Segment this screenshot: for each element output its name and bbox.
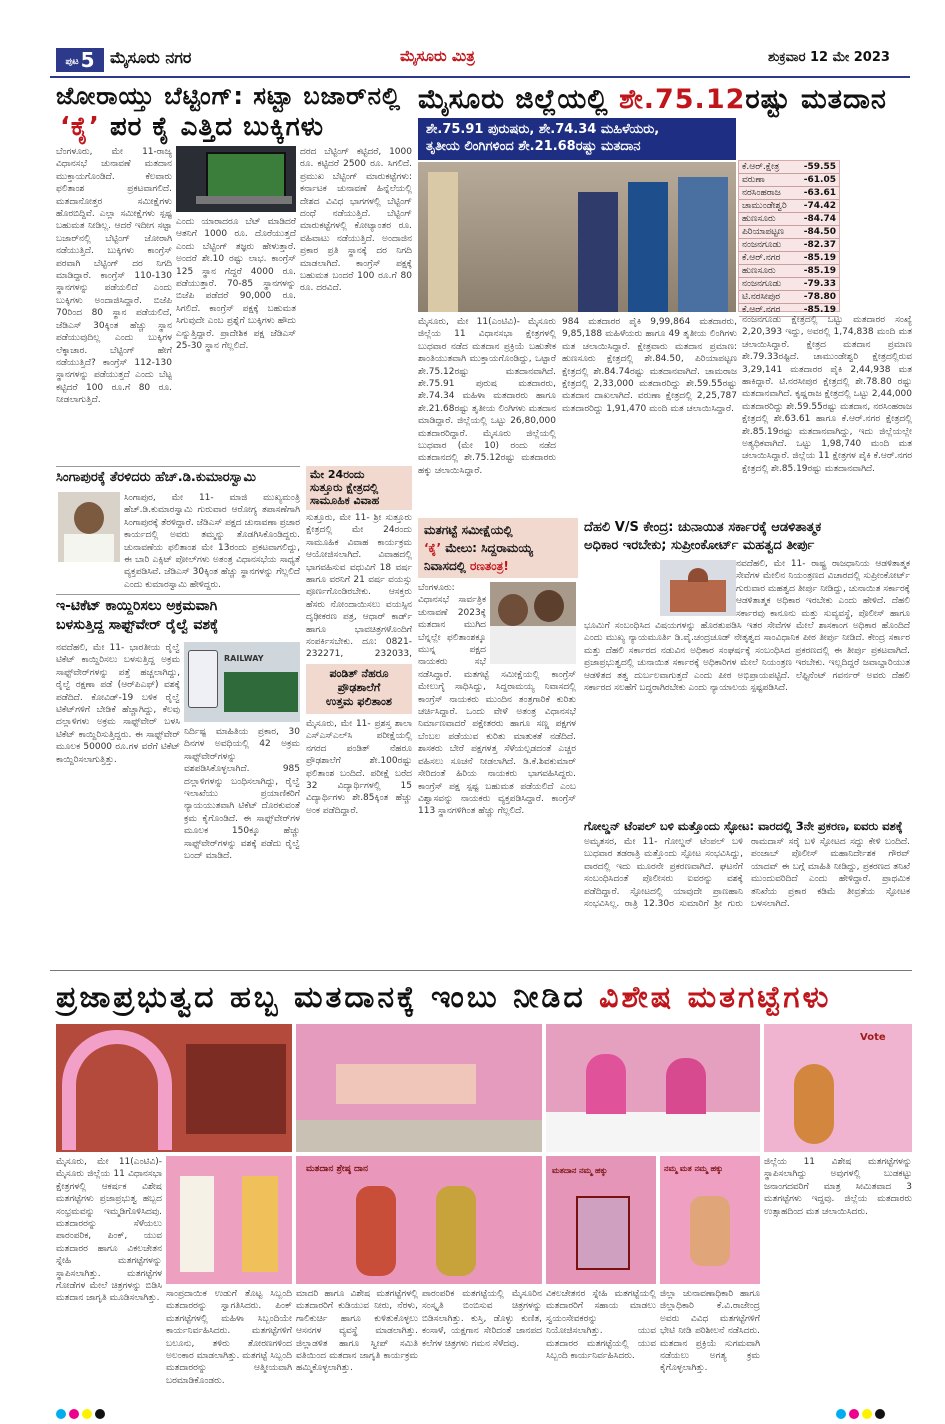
booths-body-col4: ಪಾರಂಪರಿಕ ಮತಗಟ್ಟೆಯಲ್ಲಿ ಮೈಸೂರಿನ ಸಂಸ್ಕೃತಿ ಬಿಂಬಿಸುವ ಚಿತ್ರಗಳನ್ನು ಬಿಡಿಸಲಾಗಿತ್ತು. ಕುಸ್ತಿ, ಡೊಳ್ಳು ಕುಣಿತ, ಕಂಸಾಳೆ, ಯಕ್ಷಗಾನ ಸೇರಿದಂತೆ ಜಾನಪದ ಕಲೆಗಳ ಚಿತ್ರಗಳು ಗಮನ ಸೆಳೆದವು.	[422, 1289, 542, 1349]
man-figure	[180, 1176, 214, 1272]
result-constituency: ಕೆ.ಆರ್.ನಗರ	[739, 304, 796, 317]
result-constituency: ನಂಜನಗೂಡು	[739, 239, 796, 252]
sc-headline-line2: ಅಧಿಕಾರ ಇರಬೇಕು; ಸುಪ್ರೀಂಕೋರ್ಟ್ ಮಹತ್ವದ ತೀರ್ಪು	[584, 538, 815, 553]
betting-body-col3: ಎಂದು ಯಾರಾದರೂ ಬೆಟ್ ಮಾಡಿದರೆ ಆತನಿಗೆ 1000 ರೂ. ದೊರೆಯುತ್ತದೆ ಎಂದು ಬೆಟ್ಟಿಂಗ್ ತಜ್ಞರು ಹೇಳುತ್ತಾರೆ. ಅಂದರೆ ಶೇ.10 ರಷ್ಟು ಲಾಭ. ಕಾಂಗ್ರೆಸ್ 125 ಸ್ಥಾನ ಗೆದ್ದರೆ 4000 ರೂ. ಪಡೆಯುತ್ತಾರೆ. 70-85 ಸ್ಥಾನಗಳನ್ನು ಬಿಜೆಪಿ ಪಡೆದರೆ 90,000 ರೂ. ಸಿಗಲಿದೆ. ಕಾಂಗ್ರೆಸ್ ಪಕ್ಷಕ್ಕೆ ಬಹುಮತ ಸಿಗುವುದೇ ಎಂಬ ಪ್ರಶ್ನೆಗೆ ಬುಕ್ಕಿಗಳು ಹೌದು ಎನ್ನುತ್ತಿದ್ದಾರೆ. ಪ್ರಾದೇಶಿಕ ಪಕ್ಷ ಜೆಡಿಎಸ್ 25-30 ಸ್ಥಾನ ಗೆಲ್ಲಲಿದೆ.	[176, 217, 296, 352]
voter-figure-1	[578, 192, 618, 312]
result-constituency: ಹುಣಸೂರು	[739, 265, 796, 278]
mural-sign: ಮತದಾನ ಶ್ರೇಷ್ಠ ದಾನ	[306, 1164, 368, 1174]
voters-queue-photo	[418, 162, 736, 312]
turnout-headline-post: ರಷ್ಟು ಮತದಾನ	[745, 84, 887, 115]
woman-figure	[242, 1176, 278, 1272]
wedding-headline-line3: ಸಾಮೂಹಿಕ ವಿವಾಹ	[310, 494, 380, 507]
turnout-subhead-line2: ತೃತೀಯ ಲಿಂಗಿಗಳಿಂದ ಶೇ.21.68ರಷ್ಟು ಮತದಾನ	[426, 139, 641, 154]
drummer-figure	[356, 1186, 396, 1276]
vote-mural-photo	[764, 1024, 912, 1152]
wrestler-figure	[794, 1064, 834, 1144]
folk-dance-mural-photo	[296, 1156, 542, 1284]
wedding-headline-box	[306, 466, 412, 510]
result-value: -74.42	[796, 200, 839, 213]
page-number-badge	[56, 48, 104, 72]
floor-shape	[296, 1120, 542, 1152]
hdk-headline: ಸಿಂಗಾಪುರಕ್ಕೆ ತೆರಳಿದರು ಹೆಚ್.ಡಿ.ಕುಮಾರಸ್ವಾಮಿ	[56, 470, 256, 485]
eticket-body-left: ನವದೆಹಲಿ, ಮೇ 11- ಭಾರತೀಯ ರೈಲ್ವೆ ಟಿಕೆಟ್ ಕಾಯ್ದಿರಿಸಲು ಬಳಸುತ್ತಿದ್ದ ಅಕ್ರಮ ಸಾಫ್ಟ್‌ವೇರ್‌ಗಳನ್ನು ಪತ್ತೆ ಹಚ್ಚಲಾಗಿದ್ದು, ರೈಲ್ವೆ ರಕ್ಷಣಾ ಪಡೆ (ಆರ್‌ಪಿಎಫ್) ವಶಕ್ಕೆ ಪಡೆದಿದೆ. ಕೋವಿಡ್-19 ಬಳಿಕ ರೈಲ್ವೆ ಟಿಕೆಟ್‌ಗಳಿಗೆ ಬೇಡಿಕೆ ಹೆಚ್ಚಾಗಿದ್ದು, ಕೆಲವು ದಲ್ಲಾಳಿಗಳು ಅಕ್ರಮ ಸಾಫ್ಟ್‌ವೇರ್ ಬಳಸಿ ಟಿಕೆಟ್ ಕಾಯ್ದಿರಿಸುತ್ತಿದ್ದರು. ಈ ಸಾಫ್ಟ್‌ವೇರ್ ಮೂಲಕ 50000 ರೂ.ಗಳ ವರೆಗೆ ಟಿಕೆಟ್ ಕಾಯ್ದಿರಿಸಲಾಗುತ್ತಿತ್ತು.	[56, 643, 180, 765]
turnout-body-mid: 984 ಮತದಾರರ ಪೈಕಿ 9,99,864 ಮತದಾರರು, 9,85,188 ಮಹಿಳೆಯರು ಹಾಗೂ 49 ತೃತೀಯ ಲಿಂಗಿಗಳು ಮತ ಚಲಾಯಿಸಿದ್ದಾರೆ. ಕ್ಷೇತ್ರವಾರು ಮತದಾನ ಪ್ರಮಾಣ: ಹುಣಸೂರು ಕ್ಷೇತ್ರದಲ್ಲಿ ಶೇ.84.50, ಪಿರಿಯಾಪಟ್ಟಣ ಕ್ಷೇತ್ರದಲ್ಲಿ ಶೇ.84.74ರಷ್ಟು ಮತದಾನವಾಗಿದೆ. ಚಾಮರಾಜ ಕ್ಷೇತ್ರದಲ್ಲಿ 2,33,000 ಮತದಾರರಿದ್ದು ಶೇ.59.55ರಷ್ಟು ಮತದಾನ ದಾಖಲಾಗಿದೆ. ವರುಣಾ ಕ್ಷೇತ್ರದಲ್ಲಿ 2,25,787 ಮತದಾರರಿದ್ದು 1,91,470 ಮಂದಿ ಮತ ಚಲಾಯಿಸಿದ್ದಾರೆ.	[562, 317, 737, 414]
page-number: 5	[80, 48, 95, 72]
nehru-headline-line1: ಪಂಡಿತ್ ನೆಹರೂ	[329, 667, 389, 680]
result-value: -85.19	[796, 252, 839, 265]
turnout-headline-value: ಶೇ.75.12	[619, 84, 746, 115]
result-value: -59.55	[796, 161, 839, 174]
result-value: -63.61	[796, 187, 839, 200]
mural-shape	[336, 1064, 476, 1104]
sc-body-text: ನವದೆಹಲಿ, ಮೇ 11- ರಾಷ್ಟ್ರ ರಾಜಧಾನಿಯ ಆಡಳಿತಾತ್ಮಕ ಸೇವೆಗಳ ಮೇಲಿನ ನಿಯಂತ್ರಣದ ವಿಚಾರದಲ್ಲಿ ಸುಪ್ರೀಂಕೋರ್ಟ್ ಗುರುವಾರ ಮಹತ್ವದ ತೀರ್ಪು ನೀಡಿದ್ದು, ಚುನಾಯಿತ ಸರ್ಕಾರಕ್ಕೆ ಆಡಳಿತಾತ್ಮಕ ಅಧಿಕಾರ ಇರಬೇಕು ಎಂದು ಹೇಳಿದೆ. ದೆಹಲಿ ಸರ್ಕಾರವು ಕಾನೂನು ಮತ್ತು ಸುವ್ಯವಸ್ಥೆ, ಪೊಲೀಸ್ ಹಾಗೂ ಭೂಮಿಗೆ ಸಂಬಂಧಿಸಿದ ವಿಷಯಗಳನ್ನು ಹೊರತುಪಡಿಸಿ ಇತರ ಸೇವೆಗಳ ಮೇಲೆ ಶಾಸಕಾಂಗ ಅಧಿಕಾರ ಹೊಂದಿದೆ ಎಂದು ಮುಖ್ಯ ನ್ಯಾಯಮೂರ್ತಿ ಡಿ.ವೈ.ಚಂದ್ರಚೂಡ್ ನೇತೃತ್ವದ ಸಾಂವಿಧಾನಿಕ ಪೀಠ ತೀರ್ಪು ನೀಡಿದೆ. ಕೇಂದ್ರ ಸರ್ಕಾರ ಮತ್ತು ದೆಹಲಿ ಸರ್ಕಾರದ ನಡುವಿನ ಅಧಿಕಾರ ಸಂಘರ್ಷಕ್ಕೆ ಸಂಬಂಧಿಸಿದ ಪ್ರಕರಣದಲ್ಲಿ ಈ ತೀರ್ಪು ಪ್ರಕಟವಾಗಿದೆ. ಪ್ರಜಾಪ್ರಭುತ್ವದಲ್ಲಿ ಚುನಾಯಿತ ಸರ್ಕಾರಕ್ಕೆ ಅಧಿಕಾರಿಗಳ ಮೇಲೆ ನಿಯಂತ್ರಣ ಇರಬೇಕು. ಇಲ್ಲದಿದ್ದರೆ ಜವಾಬ್ದಾರಿಯುತ ಆಡಳಿತದ ತತ್ವ ದುರ್ಬಲವಾಗುತ್ತದೆ ಎಂದು ಪೀಠ ಅಭಿಪ್ರಾಯಪಟ್ಟಿದೆ. ಲೆಫ್ಟಿನೆಂಟ್ ಗವರ್ನರ್ ಅವರು ದೆಹಲಿ ಸರ್ಕಾರದ ಸಲಹೆಗೆ ಬದ್ಧರಾಗಿರಬೇಕು ಎಂದು ನ್ಯಾಯಾಲಯ ಸ್ಪಷ್ಟಪಡಿಸಿದೆ.	[584, 559, 910, 694]
result-constituency: ಪಿರಿಯಾಪಟ್ಟಣ	[739, 226, 796, 239]
hdk-body: ಸಿಂಗಾಪುರ, ಮೇ 11- ಮಾಜಿ ಮುಖ್ಯಮಂತ್ರಿ ಹೆಚ್.ಡಿ.ಕುಮಾರಸ್ವಾಮಿ ಗುರುವಾರ ಆರೋಗ್ಯ ತಪಾಸಣೆಗಾಗಿ ಸಿಂಗಾಪುರಕ್ಕೆ ತೆರಳಿದ್ದಾರೆ. ಜೆಡಿಎಸ್ ಪಕ್ಷದ ಚುನಾವಣಾ ಪ್ರಚಾರ ಕಾರ್ಯದಲ್ಲಿ ಅವರು ತಮ್ಮನ್ನು ತೊಡಗಿಸಿಕೊಂಡಿದ್ದರು. ಚುನಾವಣೆಯ ಫಲಿತಾಂಶ ಮೇ 13ರಂದು ಪ್ರಕಟವಾಗಲಿದ್ದು, ಈ ಬಾರಿ ಎಕ್ಸಿಟ್ ಪೋಲ್‌ಗಳು ಅತಂತ್ರ ವಿಧಾನಸಭೆಯ ಸಾಧ್ಯತೆ ವ್ಯಕ್ತಪಡಿಸಿವೆ. ಜೆಡಿಎಸ್ 30ಕ್ಕಿಂತ ಹೆಚ್ಚು ಸ್ಥಾನಗಳನ್ನು ಗೆಲ್ಲಲಿದೆ ಎಂದು ಕುಮಾರಸ್ವಾಮಿ ಹೇಳಿದ್ದರು.	[124, 493, 300, 590]
result-constituency: ಚಾಮುಂಡೇಶ್ವರಿ	[739, 200, 796, 213]
staff-figure	[586, 1054, 626, 1114]
page-label: ಪುಟ	[65, 56, 79, 67]
result-value: -84.50	[796, 226, 839, 239]
table-shape	[546, 1112, 760, 1152]
pink-booth-staff-photo	[546, 1024, 760, 1152]
siddu-headline-red: ರಣತಂತ್ರ!	[470, 559, 509, 573]
gt-body: ಅಮೃತಸರ, ಮೇ 11- ಗೋಲ್ಡನ್ ಟೆಂಪಲ್ ಬಳಿ ಬುಧವಾರ ತಡರಾತ್ರಿ ಮತ್ತೊಂದು ಸ್ಫೋಟ ಸಂಭವಿಸಿದ್ದು, ವಾರದಲ್ಲಿ ಇದು ಮೂರನೇ ಪ್ರಕರಣವಾಗಿದೆ. ಘಟನೆಗೆ ಸಂಬಂಧಿಸಿದಂತೆ ಪೊಲೀಸರು ಐವರನ್ನು ವಶಕ್ಕೆ ಪಡೆದಿದ್ದಾರೆ. ಸ್ಫೋಟದಲ್ಲಿ ಯಾವುದೇ ಪ್ರಾಣಹಾನಿ ಸಂಭವಿಸಿಲ್ಲ. ರಾತ್ರಿ 12.30ರ ಸುಮಾರಿಗೆ ಶ್ರೀ ಗುರು ರಾಮದಾಸ್ ಸರೈ ಬಳಿ ಸ್ಫೋಟದ ಸದ್ದು ಕೇಳಿ ಬಂದಿದೆ. ಪಂಜಾಬ್ ಪೊಲೀಸ್ ಮಹಾನಿರ್ದೇಶಕ ಗೌರವ್ ಯಾದವ್ ಈ ಬಗ್ಗೆ ಮಾಹಿತಿ ನೀಡಿದ್ದು, ಪ್ರಕರಣದ ತನಿಖೆ ಮುಂದುವರಿದಿದೆ ಎಂದು ಹೇಳಿದ್ದಾರೆ. ಪ್ರಾಥಮಿಕ ತನಿಖೆಯ ಪ್ರಕಾರ ಕಡಿಮೆ ತೀವ್ರತೆಯ ಸ್ಫೋಟಕ ಬಳಸಲಾಗಿದೆ.	[584, 837, 910, 910]
registration-marks-right	[836, 1404, 888, 1423]
booth-doorway	[186, 1044, 286, 1134]
siddu-headline-line3: ನಿವಾಸದಲ್ಲಿ	[424, 559, 466, 573]
result-constituency: ನರಸಿಂಹರಾಜ	[739, 187, 796, 200]
siddu-body	[418, 582, 576, 962]
result-value: -78.80	[796, 291, 839, 304]
result-value: -85.19	[796, 265, 839, 278]
voter-figure-2	[628, 182, 668, 312]
siddu-headline-line2: ಮೇಲು: ಸಿದ್ದರಾಮಯ್ಯ	[445, 541, 533, 555]
railway-sign: RAILWAY	[224, 654, 264, 663]
turnout-body-right: ನಂಜನಗೂಡು ಕ್ಷೇತ್ರದಲ್ಲಿ ಒಟ್ಟು ಮತದಾರರ ಸಂಖ್ಯೆ 2,20,393 ಇದ್ದು, ಅವರಲ್ಲಿ 1,74,838 ಮಂದಿ ಮತ ಚಲಾಯಿಸಿದ್ದಾರೆ. ಕ್ಷೇತ್ರದ ಮತದಾನ ಪ್ರಮಾಣ ಶೇ.79.33ರಷ್ಟಿದೆ. ಚಾಮುಂಡೇಶ್ವರಿ ಕ್ಷೇತ್ರದಲ್ಲಿರುವ 3,29,141 ಮತದಾರರ ಪೈಕಿ 2,44,938 ಮತ ಹಾಕಿದ್ದಾರೆ. ಟಿ.ನರಸೀಪುರ ಕ್ಷೇತ್ರದಲ್ಲಿ ಶೇ.78.80 ರಷ್ಟು ಮತದಾನವಾಗಿದೆ. ಕೃಷ್ಣರಾಜ ಕ್ಷೇತ್ರದಲ್ಲಿ ಒಟ್ಟು 2,44,000 ಮತದಾರರಿದ್ದು ಶೇ.59.55ರಷ್ಟು ಮತದಾನ, ನರಸಿಂಹರಾಜ ಕ್ಷೇತ್ರದಲ್ಲಿ ಶೇ.63.61 ಹಾಗೂ ಕೆ.ಆರ್.ನಗರ ಕ್ಷೇತ್ರದಲ್ಲಿ ಶೇ.85.19ರಷ್ಟು ಮತದಾನವಾಗಿದ್ದು, ಇದು ಜಿಲ್ಲೆಯಲ್ಲೇ ಅತ್ಯಧಿಕವಾಗಿದೆ. ಒಟ್ಟು 1,98,740 ಮಂದಿ ಮತ ಚಲಾಯಿಸಿದ್ದಾರೆ. ಜಿಲ್ಲೆಯ 11 ಕ್ಷೇತ್ರಗಳ ಪೈಕಿ ಕೆ.ಆರ್.ನಗರ ಕ್ಷೇತ್ರದಲ್ಲಿ ಶೇ.85.19ರಷ್ಟು ಮತದಾನವಾಗಿದೆ.	[742, 315, 912, 474]
booths-body-col3: ಮಾದರಿ ಹಾಗೂ ವಿಶೇಷ ಮತಗಟ್ಟೆಗಳಲ್ಲಿ ಮತದಾರರಿಗೆ ಕುಡಿಯುವ ನೀರು, ನೆರಳು, ಗಾಲಿಕುರ್ಚಿ ಹಾಗೂ ಕುಳಿತುಕೊಳ್ಳಲು ಆಸನಗಳ ವ್ಯವಸ್ಥೆ ಮಾಡಲಾಗಿತ್ತು. ಜಿಲ್ಲಾಡಳಿತ ಹಾಗೂ ಸ್ವೀಪ್ ಸಮಿತಿ ವತಿಯಿಂದ ಮತದಾನ ಜಾಗೃತಿ ಕಾರ್ಯಕ್ರಮ ಹಮ್ಮಿಕೊಳ್ಳಲಾಗಿತ್ತು.	[296, 1289, 418, 1374]
eticket-headline-line1: ಇ-ಟಿಕೆಟ್ ಕಾಯ್ದಿರಿಸಲು ಅಕ್ರಮವಾಗಿ	[56, 598, 218, 614]
result-constituency: ಕೆ.ಆರ್.ಕ್ಷೇತ್ರ	[739, 161, 796, 174]
divider	[56, 466, 300, 467]
dancer-figure	[436, 1186, 476, 1276]
siddu-body-text: ಬೆಂಗಳೂರು: ವಿಧಾನಸಭೆ ಸಾರ್ವತ್ರಿಕ ಚುನಾವಣೆ 2023ಕ್ಕೆ ಮತದಾನ ಮುಗಿದ ಬೆನ್ನಲ್ಲೇ ಫಲಿತಾಂಶಕ್ಕೂ ಮುನ್ನ ಪಕ್ಷದ ನಾಯಕರು ಸಭೆ ನಡೆಸಿದ್ದಾರೆ. ಮತಗಟ್ಟೆ ಸಮೀಕ್ಷೆಯಲ್ಲಿ ಕಾಂಗ್ರೆಸ್ ಮೇಲುಗೈ ಸಾಧಿಸಿದ್ದು, ಸಿದ್ದರಾಮಯ್ಯ ನಿವಾಸದಲ್ಲಿ ಕಾಂಗ್ರೆಸ್ ನಾಯಕರು ಮುಂದಿನ ತಂತ್ರಗಾರಿಕೆ ಕುರಿತು ಚರ್ಚಿಸಿದ್ದಾರೆ. ಒಂದು ವೇಳೆ ಅತಂತ್ರ ವಿಧಾನಸಭೆ ನಿರ್ಮಾಣವಾದರೆ ಪಕ್ಷೇತರರು ಹಾಗೂ ಸಣ್ಣ ಪಕ್ಷಗಳ ಬೆಂಬಲ ಪಡೆಯುವ ಕುರಿತು ಮಾತುಕತೆ ನಡೆದಿದೆ. ಶಾಸಕರು ಬೇರೆ ಪಕ್ಷಗಳತ್ತ ಸೆಳೆಯಲ್ಪಡದಂತೆ ಎಚ್ಚರ ವಹಿಸಲು ಸೂಚನೆ ನೀಡಲಾಗಿದೆ. ಡಿ.ಕೆ.ಶಿವಕುಮಾರ್ ಸೇರಿದಂತೆ ಹಿರಿಯ ನಾಯಕರು ಭಾಗವಹಿಸಿದ್ದರು. ಕಾಂಗ್ರೆಸ್ ಪಕ್ಷ ಸ್ಪಷ್ಟ ಬಹುಮತ ಪಡೆಯಲಿದೆ ಎಂಬ ವಿಶ್ವಾಸವನ್ನು ನಾಯಕರು ವ್ಯಕ್ತಪಡಿಸಿದ್ದಾರೆ. ಕಾಂಗ್ರೆಸ್ 113 ಸ್ಥಾನಗಳಿಗಿಂತ ಹೆಚ್ಚು ಗೆಲ್ಲಲಿದೆ.	[418, 583, 576, 817]
balloon-arch	[62, 1030, 172, 1150]
siddu-headline-box	[418, 518, 578, 578]
laptop-photo	[176, 146, 296, 212]
result-constituency: ವರುಣಾ	[739, 174, 796, 187]
booths-banner	[56, 980, 831, 1015]
vote-sign: Vote	[860, 1032, 886, 1043]
divider	[50, 970, 912, 971]
issue-date: ಶುಕ್ರವಾರ 12 ಮೇ 2023	[768, 50, 890, 65]
result-value: -84.74	[796, 213, 839, 226]
registration-marks-left	[56, 1404, 108, 1423]
booths-banner-red: ವಿಶೇಷ ಮತಗಟ್ಟೆಗಳು	[599, 980, 832, 1015]
traditional-mural-photo-1	[166, 1156, 292, 1284]
result-constituency: ಹುಣಸೂರು	[739, 213, 796, 226]
betting-body-col1: ಬೆಂಗಳೂರು, ಮೇ 11-ರಾಜ್ಯ ವಿಧಾನಸಭೆ ಚುನಾವಣೆ ಮತದಾನ ಮುಕ್ತಾಯಗೊಂಡಿದೆ. ಕೆಲವಾರು ಫಲಿತಾಂಶ ಪ್ರಕಟವಾಗಲಿದೆ. ಮತದಾನೋತ್ತರ ಸಮೀಕ್ಷೆಗಳು ಹೊರಬಿದ್ದಿವೆ. ಎಲ್ಲಾ ಸಮೀಕ್ಷೆಗಳು ಸ್ಪಷ್ಟ ಬಹುಮತ ನೀಡಿಲ್ಲ. ಆದರೆ ಇದೀಗ ಸಟ್ಟಾ ಬಜಾರ್‌ನಲ್ಲಿ ಬೆಟ್ಟಿಂಗ್ ಜೋರಾಗಿ ನಡೆಯುತ್ತಿದೆ. ಬುಕ್ಕಿಗಳು ಕಾಂಗ್ರೆಸ್ ಪರವಾಗಿ ಬೆಟ್ಟಿಂಗ್ ದರ ನಿಗದಿ ಮಾಡಿದ್ದಾರೆ. ಕಾಂಗ್ರೆಸ್ 110-130 ಸ್ಥಾನಗಳನ್ನು ಪಡೆಯಲಿದೆ ಎಂದು ಬುಕ್ಕಿಗಳು ಅಂದಾಜಿಸಿದ್ದಾರೆ. ಬಿಜೆಪಿ 70ರಿಂದ 80 ಸ್ಥಾನ ಪಡೆಯಲಿದೆ, ಜೆಡಿಎಸ್ 30ಕ್ಕಿಂತ ಹೆಚ್ಚು ಸ್ಥಾನ ಪಡೆಯುವುದಿಲ್ಲ ಎಂದು ಬುಕ್ಕಿಗಳ ಲೆಕ್ಕಾಚಾರ. ಬೆಟ್ಟಿಂಗ್ ಹೇಗೆ ನಡೆಯುತ್ತಿದೆ? ಕಾಂಗ್ರೆಸ್ 112-130 ಸ್ಥಾನಗಳನ್ನು ಪಡೆಯುತ್ತದೆ ಎಂದು ಬೆಟ್ಟ ಕಟ್ಟಿದರೆ 100 ರೂ.ಗೆ 80 ರೂ. ನೀಡಲಾಗುತ್ತಿದೆ.	[56, 147, 172, 406]
staff-figure	[666, 1058, 706, 1114]
result-constituency: ನಂಜನಗೂಡು	[739, 278, 796, 291]
gt-headline: ಗೋಲ್ಡನ್ ಟೆಂಪಲ್ ಬಳಿ ಮತ್ತೊಂದು ಸ್ಫೋಟ: ವಾರದಲ್ಲಿ 3ನೇ ಪ್ರಕರಣ, ಐವರು ವಶಕ್ಕೆ	[584, 819, 903, 833]
booths-body-col2: ಸಾಂಪ್ರದಾಯಿಕ ಉಡುಗೆ ತೊಟ್ಟ ಸಿಬ್ಬಂದಿ ಮತದಾರರನ್ನು ಸ್ವಾಗತಿಸಿದರು. ಪಿಂಕ್ ಮತಗಟ್ಟೆಗಳಲ್ಲಿ ಮಹಿಳಾ ಸಿಬ್ಬಂದಿಯೇ ಕಾರ್ಯನಿರ್ವಹಿಸಿದರು. ಮತಗಟ್ಟೆಗಳಿಗೆ ಬಲೂನು, ತಳಿರು ತೋರಣಗಳಿಂದ ಅಲಂಕಾರ ಮಾಡಲಾಗಿತ್ತು. ಮತಗಟ್ಟೆ ಸಿಬ್ಬಂದಿ ಮತದಾರರನ್ನು ಆತ್ಮೀಯವಾಗಿ ಬರಮಾಡಿಕೊಂಡರು.	[166, 1289, 292, 1386]
betting-headline-line2	[60, 112, 324, 143]
laptop-keyboard	[196, 196, 292, 204]
railway-photo	[184, 642, 300, 722]
hdk-photo	[58, 492, 120, 562]
result-value: -82.37	[796, 239, 839, 252]
turnout-body-left: ಮೈಸೂರು, ಮೇ 11(ಎಂಟಿವಿ)- ಮೈಸೂರು ಜಿಲ್ಲೆಯ 11 ವಿಧಾನಸಭಾ ಕ್ಷೇತ್ರಗಳಲ್ಲಿ ಬುಧವಾರ ನಡೆದ ಮತದಾನ ಪ್ರಕ್ರಿಯೆ ಬಹುತೇಕ ಶಾಂತಿಯುತವಾಗಿ ಮುಕ್ತಾಯಗೊಂಡಿದ್ದು, ಒಟ್ಟಾರೆ ಶೇ.75.12ರಷ್ಟು ಮತದಾನವಾಗಿದೆ. ಶೇ.75.91 ಪುರುಷ ಮತದಾರರು, ಶೇ.74.34 ಮಹಿಳಾ ಮತದಾರರು ಹಾಗೂ ಶೇ.21.68ರಷ್ಟು ತೃತೀಯ ಲಿಂಗಿಗಳು ಮತದಾನ ಮಾಡಿದ್ದಾರೆ. ಜಿಲ್ಲೆಯಲ್ಲಿ ಒಟ್ಟು 26,80,000 ಮತದಾರರಿದ್ದಾರೆ. ಮೈಸೂರು ಜಿಲ್ಲೆಯಲ್ಲಿ ಬುಧವಾರ (ಮೇ 10) ರಂದು ನಡೆದ ಮತದಾನದಲ್ಲಿ ಶೇ.75.12ರಷ್ಟು ಮತದಾರರು ಹಕ್ಕು ಚಲಾಯಿಸಿದ್ದಾರೆ.	[418, 317, 556, 476]
phone-shape	[188, 650, 218, 708]
face-shape	[74, 502, 104, 534]
ink-finger-mural-photo	[546, 1156, 656, 1284]
result-constituency: ಕೆ.ಆರ್.ನಗರ	[739, 252, 796, 265]
mural-sign: ನಮ್ಮ ಮತ ನಮ್ಮ ಹಕ್ಕು	[664, 1164, 723, 1173]
wedding-headline-line2: ಸುತ್ತೂರು ಕ್ಷೇತ್ರದಲ್ಲಿ	[310, 481, 379, 494]
siddu-headline-quote: ‘ಕೈ’	[424, 541, 442, 555]
result-value: -85.19	[796, 304, 839, 317]
shirt-shape	[64, 534, 114, 562]
hand-shape	[690, 1196, 730, 1266]
turnout-subhead-line1: ಶೇ.75.91 ಪುರುಷರು, ಶೇ.74.34 ಮಹಿಳೆಯರು,	[426, 122, 660, 137]
train-shape	[224, 672, 298, 712]
nehru-headline-box	[306, 664, 412, 714]
siddu-headline-line1: ಮತಗಟ್ಟೆ ಸಮೀಕ್ಷೆಯಲ್ಲಿ	[424, 523, 513, 537]
header-rule	[50, 76, 910, 78]
nehru-headline-line3: ಉತ್ತಮ ಫಲಿತಾಂಶ	[326, 695, 392, 708]
booths-body-col5: ವಿಕಲಚೇತನರ ಸ್ನೇಹಿ ಮತಗಟ್ಟೆಯಲ್ಲಿ ಮತದಾರರಿಗೆ ಸಹಾಯ ಮಾಡಲು ಸ್ವಯಂಸೇವಕರನ್ನು ನಿಯೋಜಿಸಲಾಗಿತ್ತು. ಯುವ ಮತದಾರರ ಮತಗಟ್ಟೆಯಲ್ಲಿ ಯುವ ಸಿಬ್ಬಂದಿ ಕಾರ್ಯನಿರ್ವಹಿಸಿದರು.	[546, 1289, 656, 1362]
result-value: -61.05	[796, 174, 839, 187]
sc-headline-line1: ದೆಹಲಿ V/S ಕೇಂದ್ರ: ಚುನಾಯಿತ ಸರ್ಕಾರಕ್ಕೆ ಆಡಳಿತಾತ್ಮಕ	[584, 520, 822, 535]
hand-mural-photo	[660, 1156, 760, 1284]
police-figure	[428, 172, 458, 312]
turnout-headline-pre: ಮೈಸೂರು ಜಿಲ್ಲೆಯಲ್ಲಿ	[418, 84, 609, 115]
betting-body-col2: ದರದ ಬೆಟ್ಟಿಂಗ್ ಕಟ್ಟಿದರೆ, 1000 ರೂ. ಕಟ್ಟಿದರೆ 2500 ರೂ. ಸಿಗಲಿದೆ. ಪ್ರಮುಖ ಬೆಟ್ಟಿಂಗ್ ಮಾರುಕಟ್ಟೆಗಳು: ಕರ್ನಾಟಕ ಚುನಾವಣೆ ಹಿನ್ನೆಲೆಯಲ್ಲಿ ದೇಶದ ವಿವಿಧ ಭಾಗಗಳಲ್ಲಿ ಬೆಟ್ಟಿಂಗ್ ದಂಧೆ ನಡೆಯುತ್ತಿದೆ. ಬೆಟ್ಟಿಂಗ್ ಮಾರುಕಟ್ಟೆಗಳಲ್ಲಿ ಕೋಟ್ಯಾಂತರ ರೂ. ವಹಿವಾಟು ನಡೆಯುತ್ತಿದೆ. ಅಂದಾಜಿನ ಪ್ರಕಾರ ಪ್ರತಿ ಸ್ಥಾನಕ್ಕೆ ದರ ನಿಗದಿ ಮಾಡಲಾಗಿದೆ. ಕಾಂಗ್ರೆಸ್ ಪಕ್ಷಕ್ಕೆ ಬಹುಮತ ಬಂದರೆ 100 ರೂ.ಗೆ 80 ರೂ. ದರವಿದೆ.	[300, 147, 412, 294]
mural-sign: ಮತದಾನ ನಮ್ಮ ಹಕ್ಕು	[552, 1166, 608, 1175]
booths-body-col7: ಜಿಲ್ಲೆಯ 11 ವಿಶೇಷ ಮತಗಟ್ಟೆಗಳನ್ನು ಸ್ಥಾಪಿಸಲಾಗಿದ್ದು ಅವುಗಳಲ್ಲಿ ಬುಡಕಟ್ಟು ಜನಾಂಗದವರಿಗೆ ಮಾತ್ರ ಸೀಮಿತವಾದ 3 ಮತಗಟ್ಟೆಗಳು ಇದ್ದವು. ಜಿಲ್ಲೆಯ ಮತದಾರರು ಉತ್ಸಾಹದಿಂದ ಮತ ಚಲಾಯಿಸಿದರು.	[764, 1157, 912, 1217]
result-value: -79.33	[796, 278, 839, 291]
result-constituency: ಟಿ.ನರಸೀಪುರ	[739, 291, 796, 304]
ballot-box-shape	[576, 1196, 630, 1270]
turnout-subhead-box	[418, 118, 736, 160]
nehru-headline-line2: ಪ್ರೌಢಶಾಲೆಗೆ	[337, 681, 381, 694]
paper-logo: ಮೈಸೂರು ಮಿತ್ರ	[400, 47, 475, 65]
voter-figure-3	[678, 177, 728, 312]
booths-banner-black: ಪ್ರಜಾಪ್ರಭುತ್ವದ ಹಬ್ಬ ಮತದಾನಕ್ಕೆ ಇಂಬು ನೀಡಿದ	[56, 980, 586, 1015]
wedding-headline-date: ಮೇ 24ರಂದು	[310, 468, 365, 481]
wedding-body: ಸುತ್ತೂರು, ಮೇ 11- ಶ್ರೀ ಸುತ್ತೂರು ಕ್ಷೇತ್ರದಲ್ಲಿ ಮೇ 24ರಂದು ಸಾಮೂಹಿಕ ವಿವಾಹ ಕಾರ್ಯಕ್ರಮ ಆಯೋಜಿಸಲಾಗಿದೆ. ವಿವಾಹದಲ್ಲಿ ಭಾಗವಹಿಸುವ ವಧುವಿಗೆ 18 ವರ್ಷ ಹಾಗೂ ವರನಿಗೆ 21 ವರ್ಷ ವಯಸ್ಸು ಪೂರ್ಣಗೊಂಡಿರಬೇಕು. ಆಸಕ್ತರು ಹೆಸರು ನೋಂದಾಯಿಸಲು ವಯಸ್ಸಿನ ದೃಢೀಕರಣ ಪತ್ರ, ಆಧಾರ್ ಕಾರ್ಡ್ ಹಾಗೂ ಭಾವಚಿತ್ರಗಳೊಂದಿಗೆ ಸಂಪರ್ಕಿಸಬೇಕು. ದೂ: 0821-232271, 232033,	[306, 513, 412, 660]
booth-entrance-photo	[56, 1024, 292, 1152]
eticket-headline-line2: ಬಳಸುತ್ತಿದ್ದ ಸಾಫ್ಟ್‌ವೇರ್ ರೈಲ್ವೆ ವಶಕ್ಕೆ	[56, 617, 219, 633]
betting-headline-rest: ಪರ ಕೈ ಎತ್ತಿದ ಬುಕ್ಕಿಗಳು	[109, 112, 325, 142]
eticket-body-right: ನಿರ್ದಿಷ್ಟ ಮಾಹಿತಿಯ ಪ್ರಕಾರ, 30 ದಿನಗಳ ಅವಧಿಯಲ್ಲಿ 42 ಅಕ್ರಮ ಸಾಫ್ಟ್‌ವೇರ್‌ಗಳನ್ನು ವಶಪಡಿಸಿಕೊಳ್ಳಲಾಗಿದೆ. 985 ದಲ್ಲಾಳಿಗಳನ್ನು ಬಂಧಿಸಲಾಗಿದ್ದು, ರೈಲ್ವೆ ಇಲಾಖೆಯು ಪ್ರಯಾಣಿಕರಿಗೆ ನ್ಯಾಯಯುತವಾಗಿ ಟಿಕೆಟ್ ದೊರಕುವಂತೆ ಕ್ರಮ ಕೈಗೊಂಡಿದೆ. ಈ ಸಾಫ್ಟ್‌ವೇರ್‌ಗಳ ಮೂಲಕ 150ಕ್ಕೂ ಹೆಚ್ಚು ಸಾಫ್ಟ್‌ವೇರ್‌ಗಳನ್ನು ವಶಕ್ಕೆ ಪಡೆದು ರೈಲ್ವೆ ಬಂದ್ ಮಾಡಿದೆ.	[184, 727, 300, 862]
section-title: ಮೈಸೂರು ನಗರ	[110, 48, 192, 67]
booths-body-col1: ಮೈಸೂರು, ಮೇ 11(ಎಂಟಿವಿ)- ಮೈಸೂರು ಜಿಲ್ಲೆಯ 11 ವಿಧಾನಸಭಾ ಕ್ಷೇತ್ರಗಳಲ್ಲಿ ಆಕರ್ಷಕ ವಿಶೇಷ ಮತಗಟ್ಟೆಗಳು ಪ್ರಜಾಪ್ರಭುತ್ವ ಹಬ್ಬದ ಸಂಭ್ರಮವನ್ನು ಇಮ್ಮಡಿಗೊಳಿಸಿದವು. ಮತದಾರರನ್ನು ಸೆಳೆಯಲು ಪಾರಂಪರಿಕ, ಪಿಂಕ್, ಯುವ ಮತದಾರರ ಹಾಗೂ ವಿಕಲಚೇತನ ಸ್ನೇಹಿ ಮತಗಟ್ಟೆಗಳನ್ನು ಸ್ಥಾಪಿಸಲಾಗಿತ್ತು. ಮತಗಟ್ಟೆಗಳ ಗೋಡೆಗಳ ಮೇಲೆ ಚಿತ್ರಗಳನ್ನು ಬಿಡಿಸಿ ಮತದಾನ ಜಾಗೃತಿ ಮೂಡಿಸಲಾಗಿತ್ತು.	[56, 1157, 162, 1304]
divider	[56, 594, 300, 595]
nehru-body: ಮೈಸೂರು, ಮೇ 11- ಪ್ರಶಸ್ತ ಶಾಲಾ ಎಸ್‌ಎಸ್‌ಎಲ್‌ಸಿ ಪರೀಕ್ಷೆಯಲ್ಲಿ ನಗರದ ಪಂಡಿತ್ ನೆಹರೂ ಪ್ರೌಢಶಾಲೆಗೆ ಶೇ.100ರಷ್ಟು ಫಲಿತಾಂಶ ಬಂದಿದೆ. ಪರೀಕ್ಷೆ ಬರೆದ 32 ವಿದ್ಯಾರ್ಥಿಗಳಲ್ಲಿ 15 ವಿದ್ಯಾರ್ಥಿಗಳು ಶೇ.85ಕ್ಕಿಂತ ಹೆಚ್ಚು ಅಂಕ ಪಡೆದಿದ್ದಾರೆ.	[306, 719, 412, 816]
sc-body	[584, 558, 910, 812]
laptop-screen	[206, 152, 286, 200]
booth-mural-wall-photo	[296, 1024, 542, 1152]
betting-headline-quote: ‘ಕೈ’	[60, 112, 100, 142]
betting-headline-line1: ಜೋರಾಯ್ತು ಬೆಟ್ಟಿಂಗ್: ಸಟ್ಟಾ ಬಜಾರ್‌ನಲ್ಲಿ	[56, 82, 402, 110]
booths-body-col6: ಜಿಲ್ಲಾ ಚುನಾವಣಾಧಿಕಾರಿ ಹಾಗೂ ಜಿಲ್ಲಾಧಿಕಾರಿ ಕೆ.ವಿ.ರಾಜೇಂದ್ರ ಅವರು ವಿವಿಧ ಮತಗಟ್ಟೆಗಳಿಗೆ ಭೇಟಿ ನೀಡಿ ಪರಿಶೀಲನೆ ನಡೆಸಿದರು. ಮತದಾನ ಪ್ರಕ್ರಿಯೆ ಸುಗಮವಾಗಿ ನಡೆಯಲು ಅಗತ್ಯ ಕ್ರಮ ಕೈಗೊಳ್ಳಲಾಗಿತ್ತು.	[660, 1289, 760, 1374]
